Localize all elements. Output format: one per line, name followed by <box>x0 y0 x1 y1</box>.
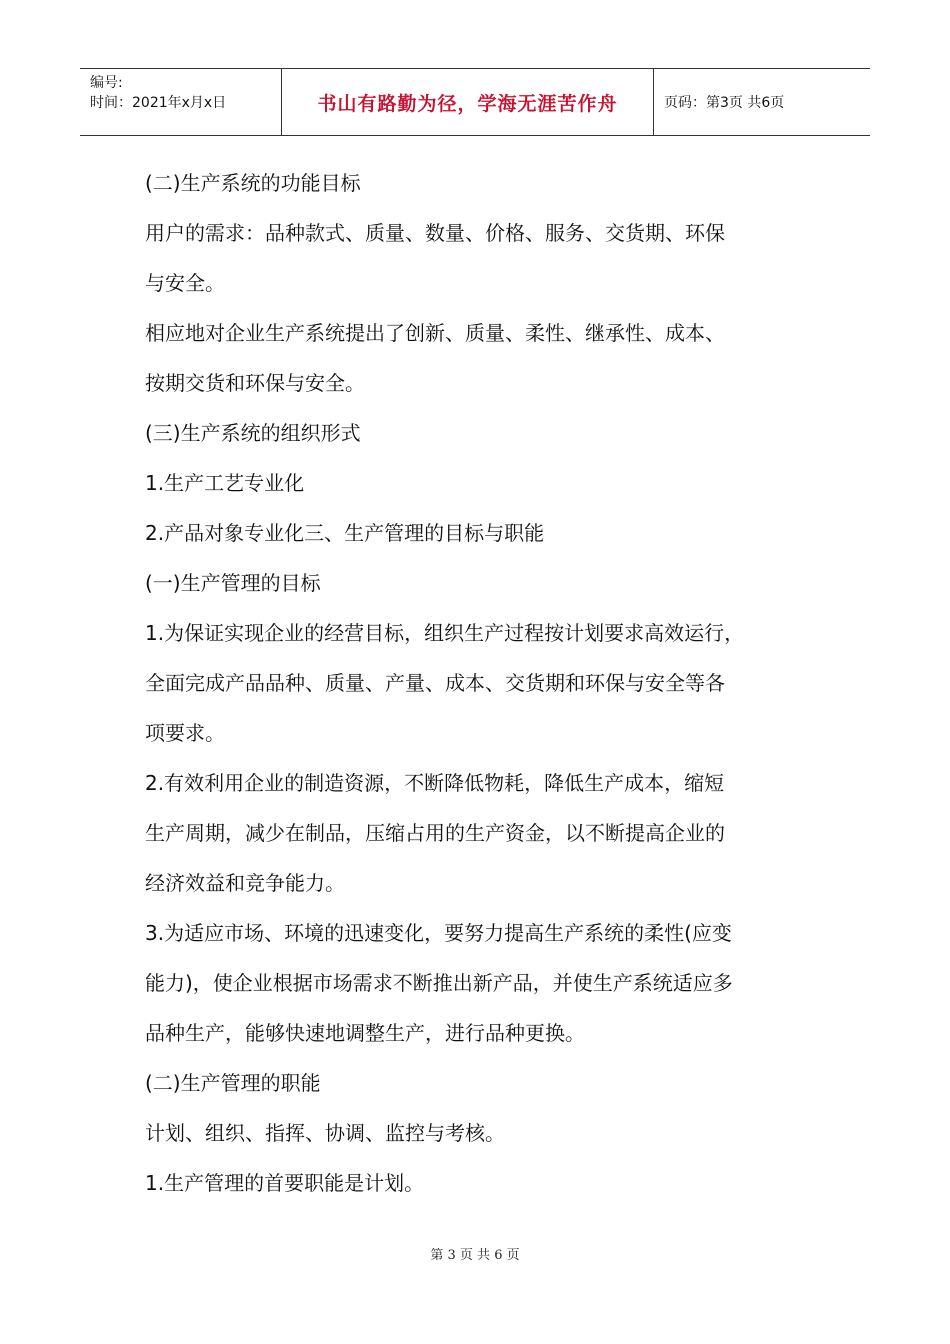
header-motto: 书山有路勤为径，学海无涯苦作舟 <box>317 92 618 115</box>
body-line: 计划、组织、指挥、协调、监控与考核。 <box>145 1121 505 1145</box>
body-line: 全面完成产品品种、质量、产量、成本、交货期和环保与安全等各 <box>145 671 725 695</box>
body-line: 按期交货和环保与安全。 <box>145 371 365 395</box>
body-line: 品种生产，能够快速地调整生产，进行品种更换。 <box>145 1021 585 1045</box>
body-line: 经济效益和竞争能力。 <box>145 871 345 895</box>
body-line: 相应地对企业生产系统提出了创新、质量、柔性、继承性、成本、 <box>145 321 725 345</box>
body-line: 用户的需求：品种款式、质量、数量、价格、服务、交货期、环保 <box>145 221 725 245</box>
body-line: 生产周期，减少在制品，压缩占用的生产资金，以不断提高企业的 <box>145 821 725 845</box>
body-line: (三)生产系统的组织形式 <box>145 421 361 445</box>
body-line: (一)生产管理的目标 <box>145 571 321 595</box>
body-line: 1.生产管理的首要职能是计划。 <box>145 1171 425 1195</box>
body-line: 2.产品对象专业化三、生产管理的目标与职能 <box>145 521 545 545</box>
body-line: 能力)，使企业根据市场需求不断推出新产品，并使生产系统适应多 <box>145 971 733 995</box>
header-time-label: 时间：2021年x月x日 <box>90 95 227 111</box>
body-line: 2.有效利用企业的制造资源，不断降低物耗，降低生产成本，缩短 <box>145 771 725 795</box>
body-line: 1.生产工艺专业化 <box>145 471 305 495</box>
header-number-label: 编号: <box>90 75 123 91</box>
header-page-cell <box>654 69 870 135</box>
page-footer <box>0 1244 950 1263</box>
body-line: (二)生产系统的功能目标 <box>145 171 361 195</box>
body-line: 3.为适应市场、环境的迅速变化，要努力提高生产系统的柔性(应变 <box>145 921 732 945</box>
header-motto-cell <box>282 69 654 135</box>
document-body <box>145 158 825 1208</box>
body-line: (二)生产管理的职能 <box>145 1071 321 1095</box>
footer-page-number: 第 3 页 共 6 页 <box>430 1248 520 1263</box>
body-line: 1.为保证实现企业的经营目标，组织生产过程按计划要求高效运行， <box>145 621 745 645</box>
header-page-info: 页码：第3页 共6页 <box>664 95 785 111</box>
body-line: 项要求。 <box>145 721 225 745</box>
document-header <box>80 68 870 136</box>
body-line: 与安全。 <box>145 271 225 295</box>
header-meta-cell <box>80 69 282 135</box>
